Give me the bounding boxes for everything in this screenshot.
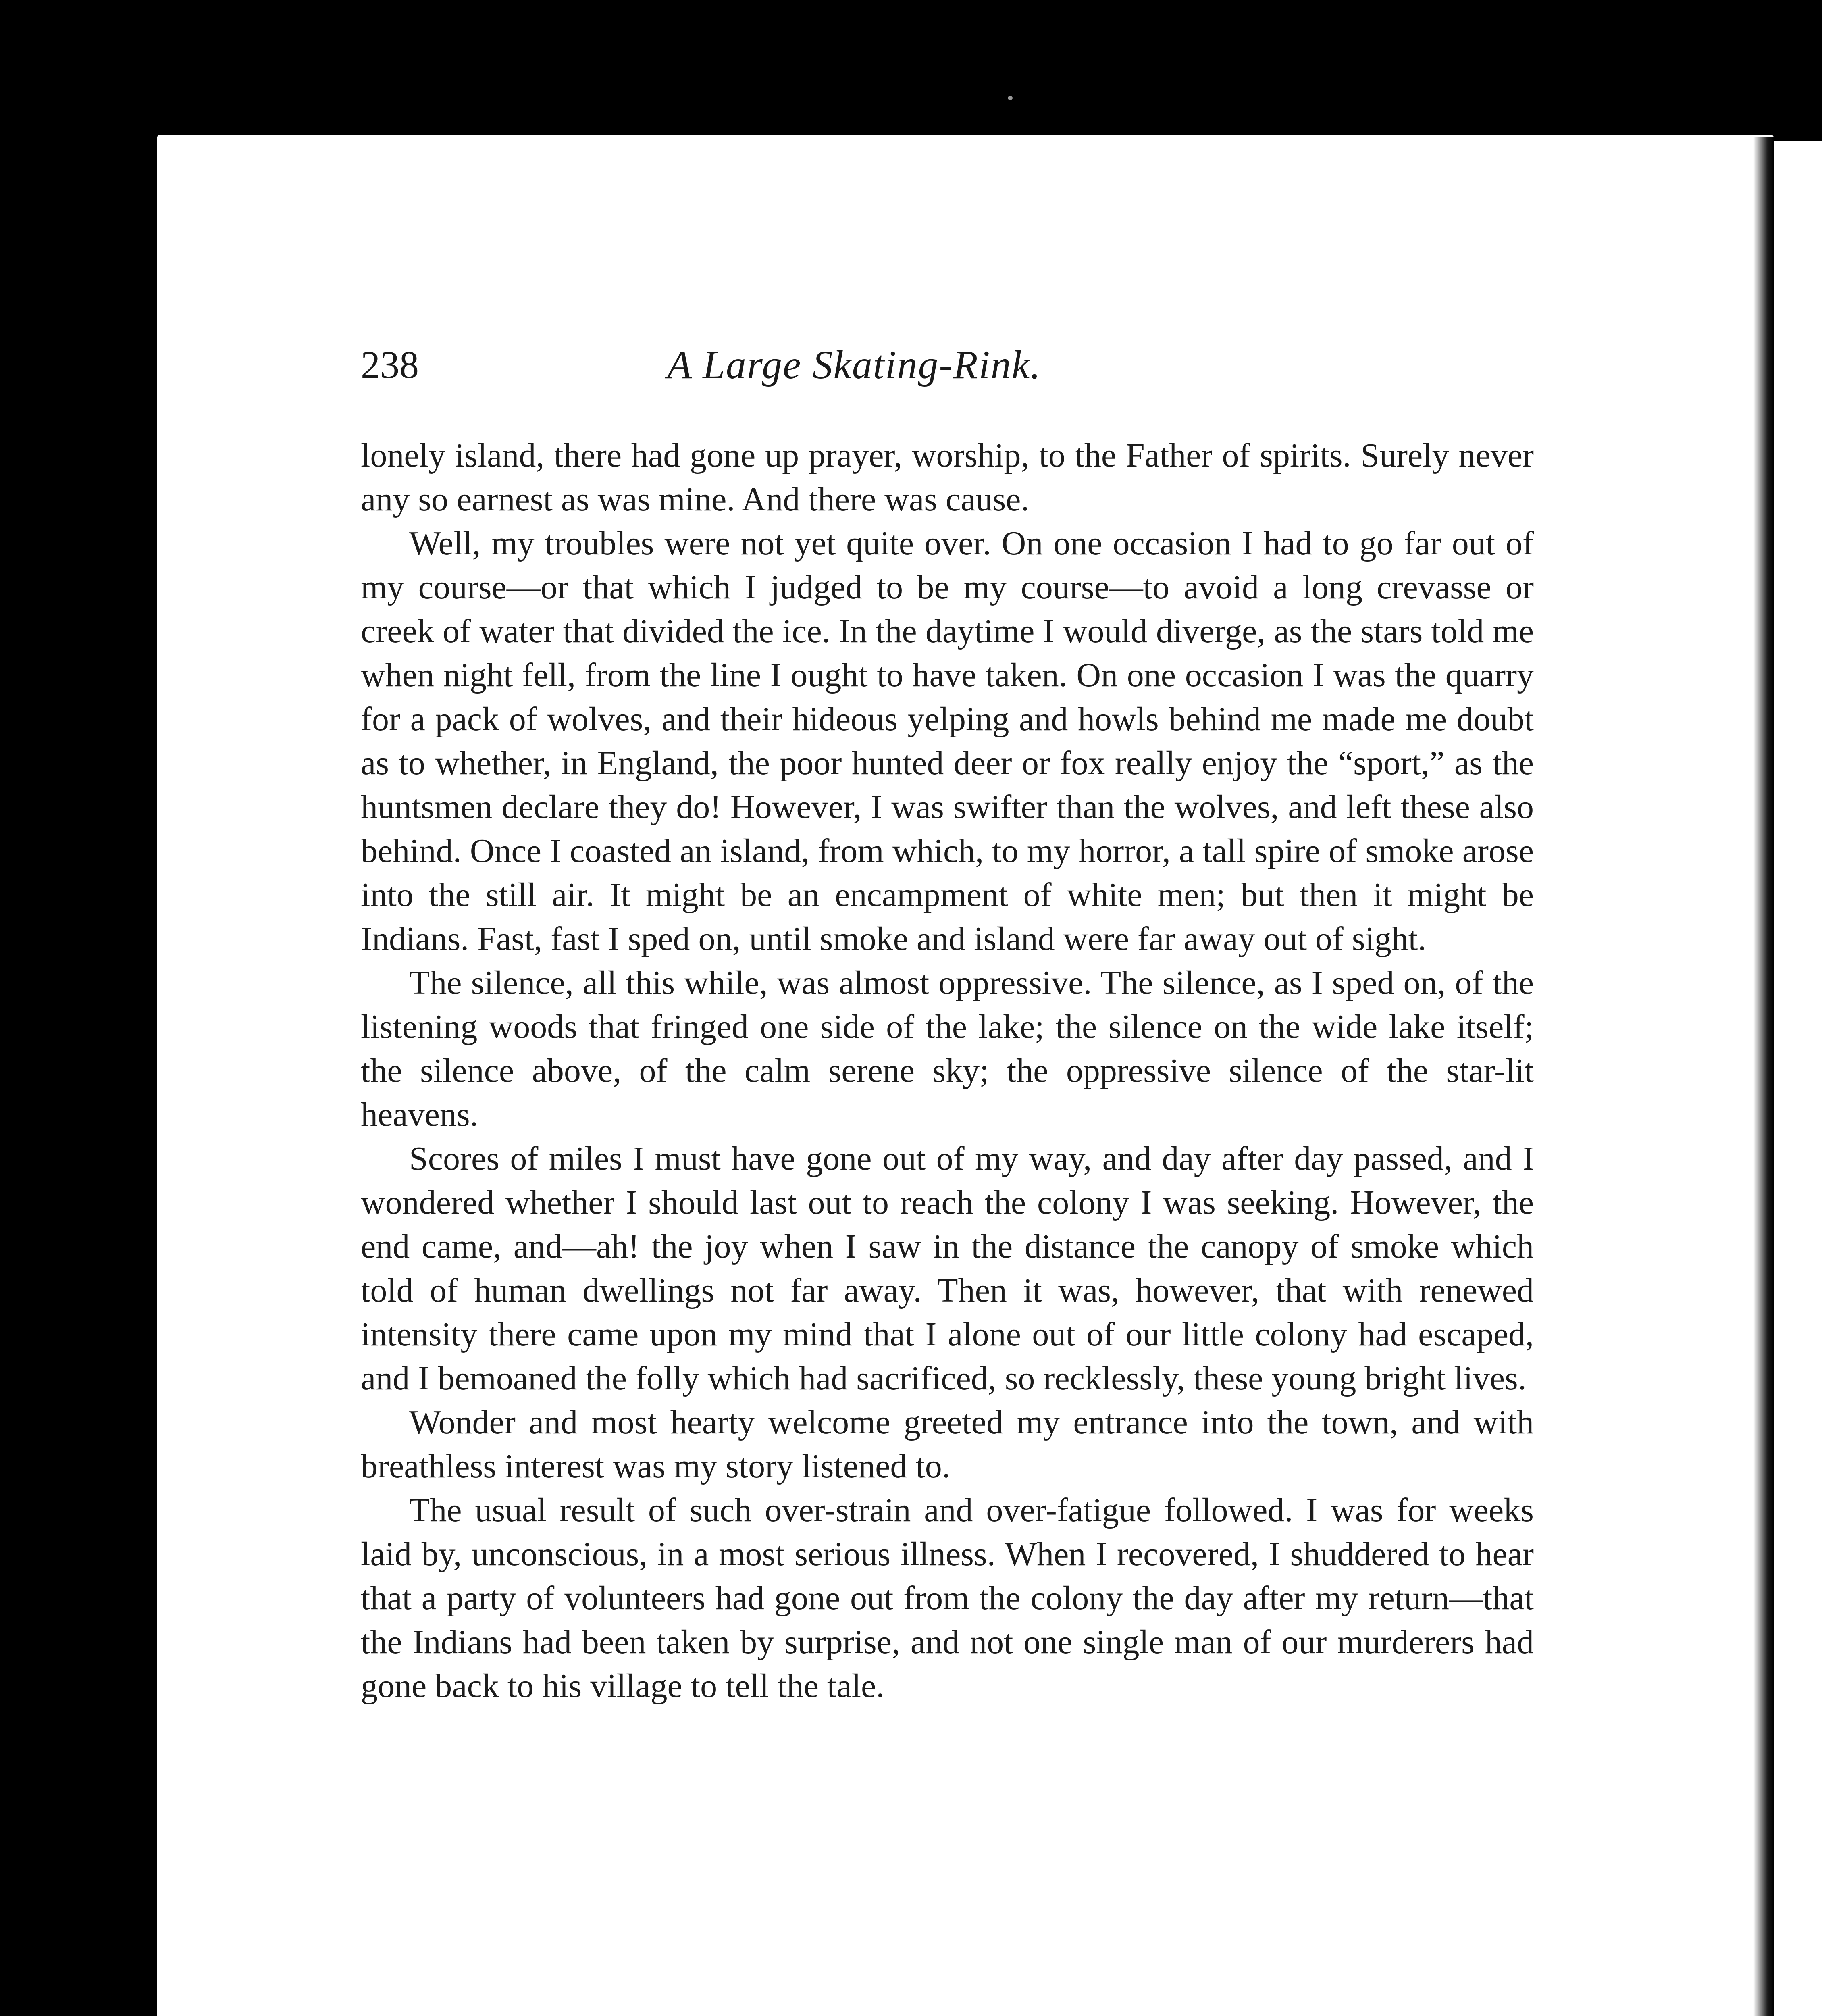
paragraph: lonely island, there had gone up prayer, worship, to the Father of spirits. Surely never any so earnest as was mine. And there was cause.: [361, 437, 1534, 518]
paragraph: Well, my troubles were not yet quite over. On one occasion I had to go far out of my course—or that which I judged to be my course—to avoid a long crevasse or creek of water that divided the ice. In the daytime I would diverge, as the stars told me when night fell, from the line I ought to have taken. On one occasion I was the quarry for a pack of wolves, and their hideous yelping and howls behind me made me doubt as to whether, in England, the poor hunted deer or fox really enjoy the “sport,” as the huntsmen declare they do! However, I was swifter than the wolves, and left these also behind. Once I coasted an island, from which, to my horror, a tall spire of smoke arose into the still air. It might be an encampment of white men; but then it might be Indians. Fast, fast I sped on, until smoke and island were far away out of sight.: [361, 525, 1534, 958]
facing-page-edge: [1774, 141, 1822, 2016]
paragraph: Wonder and most hearty welcome greeted my entrance into the town, and with breathless interest was my story listened to.: [361, 1404, 1534, 1485]
page-number: 238: [361, 343, 419, 386]
gutter-shadow: [1753, 137, 1774, 2016]
paragraph: The silence, all this while, was almost oppressive. The silence, as I sped on, of the listening woods that fringed one side of the lake; the silence on the wide lake itself; the silence above, of the calm serene sky; the oppressive silence of the star-lit heavens.: [361, 964, 1534, 1133]
paragraph: The usual result of such over-strain and over-fatigue followed. I was for weeks laid by, unconscious, in a most serious illness. When I recovered, I shuddered to hear that a party of volunteers had gone out from the colony the day after my return—that the Indians had been taken by surprise, and not one single man of our murderers had gone back to his village to tell the tale.: [361, 1491, 1534, 1705]
running-head: [361, 337, 1542, 393]
paragraph: Scores of miles I must have gone out of my way, and day after day passed, and I wondered whether I should last out to reach the colony I was seeking. However, the end came, and—ah! the joy when I saw in the distance the canopy of smoke which told of human dwellings not far away. Then it was, however, that with renewed intensity there came upon my mind that I alone out of our little colony had escaped, and I bemoaned the folly which had sacrificed, so recklessly, these young bright lives.: [361, 1140, 1534, 1397]
dust-speck: [1008, 96, 1013, 100]
body-text: [361, 433, 1534, 1708]
running-title: A Large Skating-Rink.: [667, 342, 1041, 387]
